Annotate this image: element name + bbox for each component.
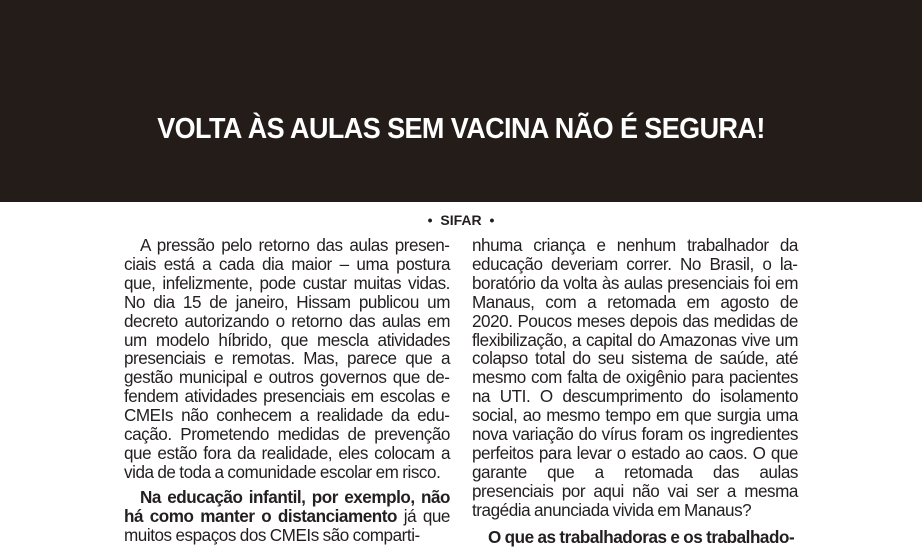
headline: VOLTA ÀS AULAS SEM VACINA NÃO É SEGURA!	[157, 113, 765, 145]
subheading: O que as trabalhadoras e os trabalhado-	[488, 527, 795, 547]
paragraph-continued: nhuma criança e nenhum trabalhador da educação deveriam correr. No Brasil, o laboratório da volta às aulas presenciais foi em Manaus, com a retomada em agosto de 2020. Poucos meses depois das medidas de flexibilização, a capital do Amazonas vive um colapso total do seu sistema de saúde, até mesmo com falta de oxigênio para pacientes na UTI. O descumprimento do isolamento social, ao mesmo tempo em que surgia uma nova variação do vírus foram os ingredientes perfeitos para levar o estado ao caos. O que garante que a retomada das aulas presenciais por aqui não vai ser a mesma tragédia anunciada vivida em Manaus?	[472, 236, 798, 520]
article-column-right	[472, 237, 798, 554]
article-column-left	[124, 237, 450, 552]
paragraph-2-lead: Na educação infantil, por exemplo, não há como manter o distanciamento	[124, 487, 450, 526]
paragraph-2-rest: já que muitos espaços dos CMEIs são comparti-	[124, 506, 450, 545]
paragraph-1: A pressão pelo retorno das aulas presenciais está a cada dia maior – uma postura que, infelizmente, pode custar muitas vidas. No dia 15 de janeiro, Hissam publicou um decreto autorizando o retorno das aulas em um modelo híbrido, que mescla atividades presenciais e remotas. Mas, parece que a gestão municipal e outros governos que defendem atividades presenciais em escolas e CMEIs não conhecem a realidade da educação. Prometendo medidas de prevenção que estão fora da realidade, eles colocam a vida de toda a comunidade escolar em risco.	[124, 236, 450, 482]
paragraph-2	[124, 489, 450, 546]
byline-author: SIFAR	[440, 212, 482, 228]
header-banner	[0, 0, 922, 202]
byline	[0, 212, 922, 228]
bullet-left: •	[427, 212, 433, 228]
bullet-right: •	[489, 212, 495, 228]
